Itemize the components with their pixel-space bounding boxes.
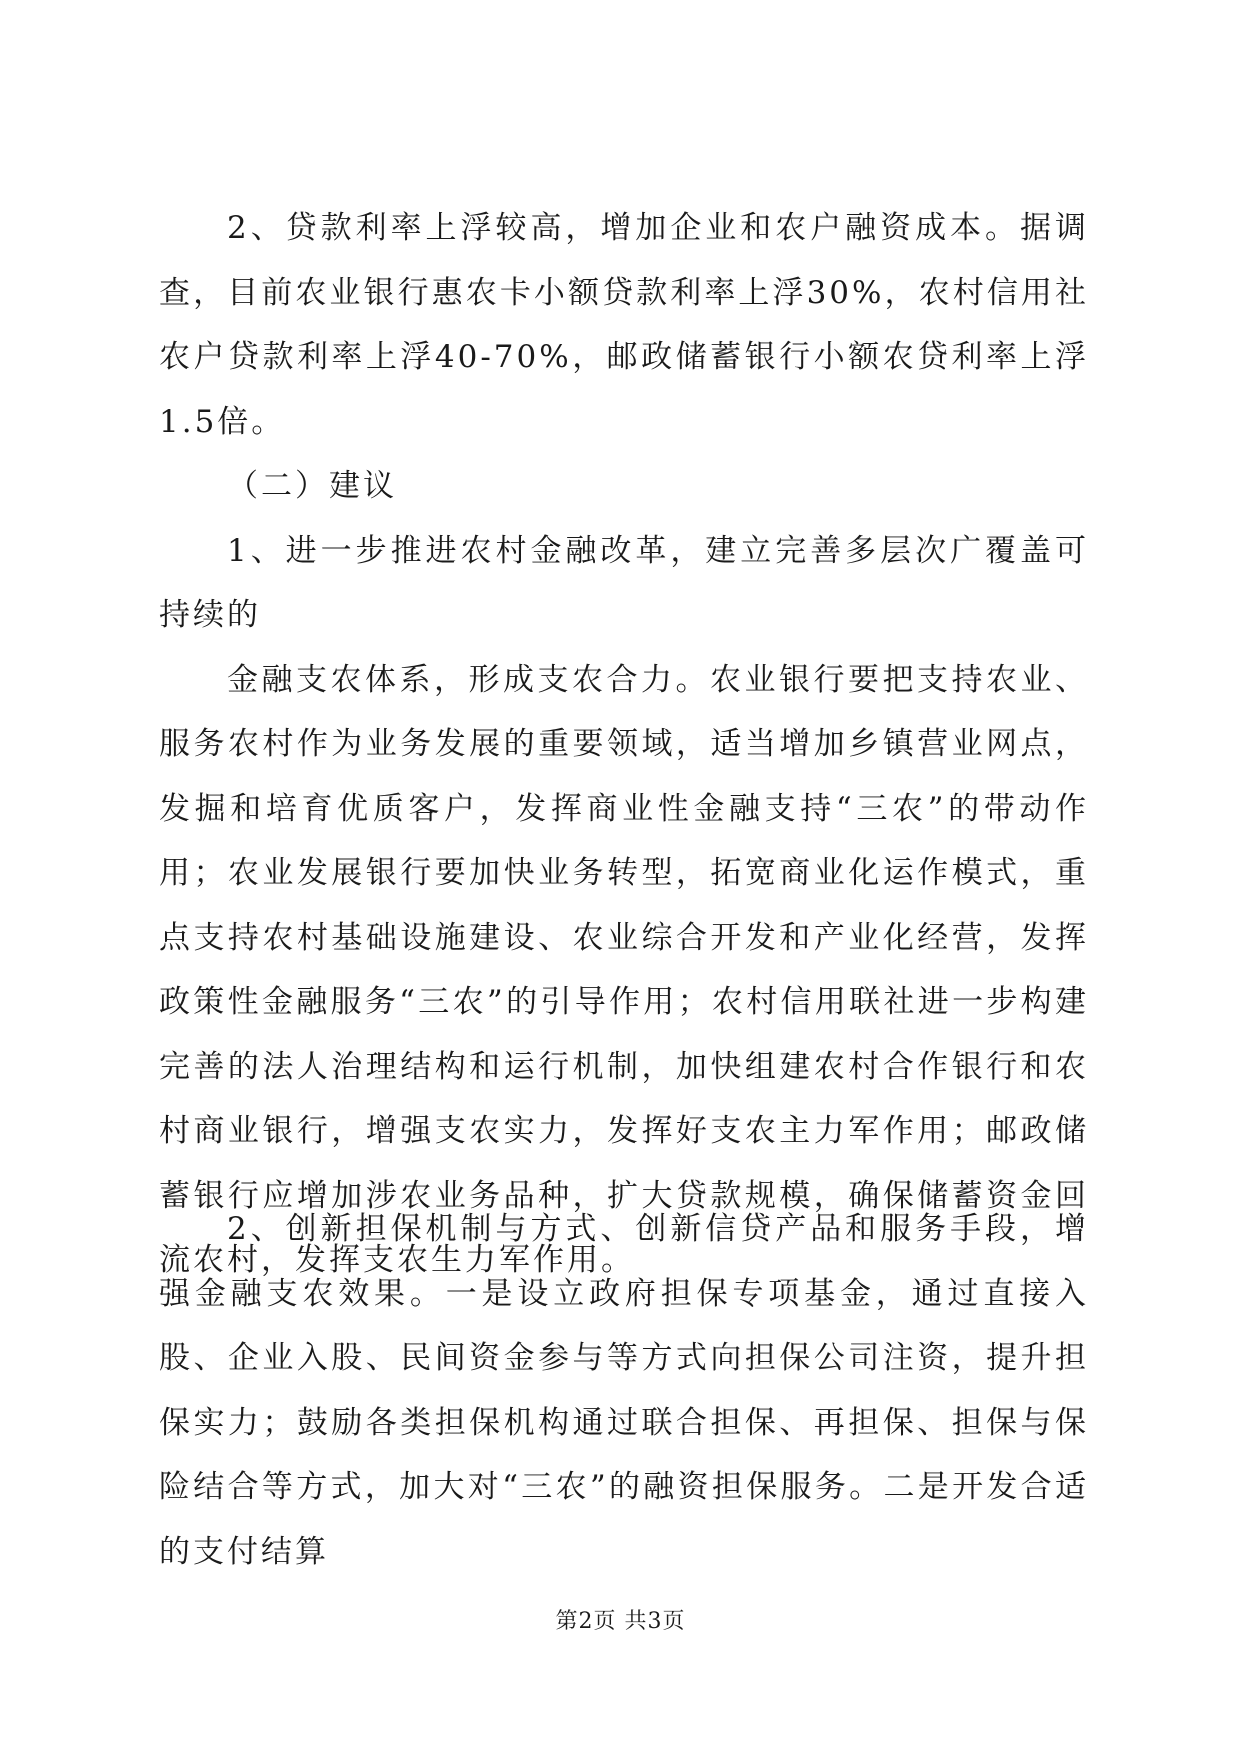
body-text-upper [159,196,1089,1293]
paragraph-suggestion-2: 2、创新担保机制与方式、创新信贷产品和服务手段，增强金融支农效果。一是设立政府担保专项基金，通过直接入股、企业入股、民间资金参与等方式向担保公司注资，提升担保实力；鼓励各类担保机构通过联合担保、再担保、担保与保险结合等方式，加大对“三农”的融资担保服务。二是开发合适的支付结算 [159,1211,1089,1570]
paragraph-suggestion-1: 1、进一步推进农村金融改革，建立完善多层次广覆盖可持续的 [159,532,1089,633]
section-heading-suggestions: （二）建议 [227,468,397,504]
paragraph-financial-system: 金融支农体系，形成支农合力。农业银行要把支持农业、服务农村作为业务发展的重要领域，适当增加乡镇营业网点，发掘和培育优质客户，发挥商业性金融支持“三农”的带动作用；农业发展银行要加快业务转型，拓宽商业化运作模式，重点支持农村基础设施建设、农业综合开发和产业化经营，发挥政策性金融服务“三农”的引导作用；农村信用联社进一步构建完善的法人治理结构和运行机制，加快组建农村合作银行和农村商业银行，增强支农实力，发挥好支农主力军作用；邮政储蓄银行应增加涉农业务品种，扩大贷款规模，确保储蓄资金回流农村，发挥支农生力军作用。 [159,661,1089,1278]
paragraph-loan-rates: 2、贷款利率上浮较高，增加企业和农户融资成本。据调查，目前农业银行惠农卡小额贷款利率上浮30%，农村信用社农户贷款利率上浮40-70%，邮政储蓄银行小额农贷利率上浮1.5倍。 [159,210,1089,440]
body-text-lower [159,1197,1089,1584]
page-number-footer: 第2页 共3页 [555,1609,686,1634]
